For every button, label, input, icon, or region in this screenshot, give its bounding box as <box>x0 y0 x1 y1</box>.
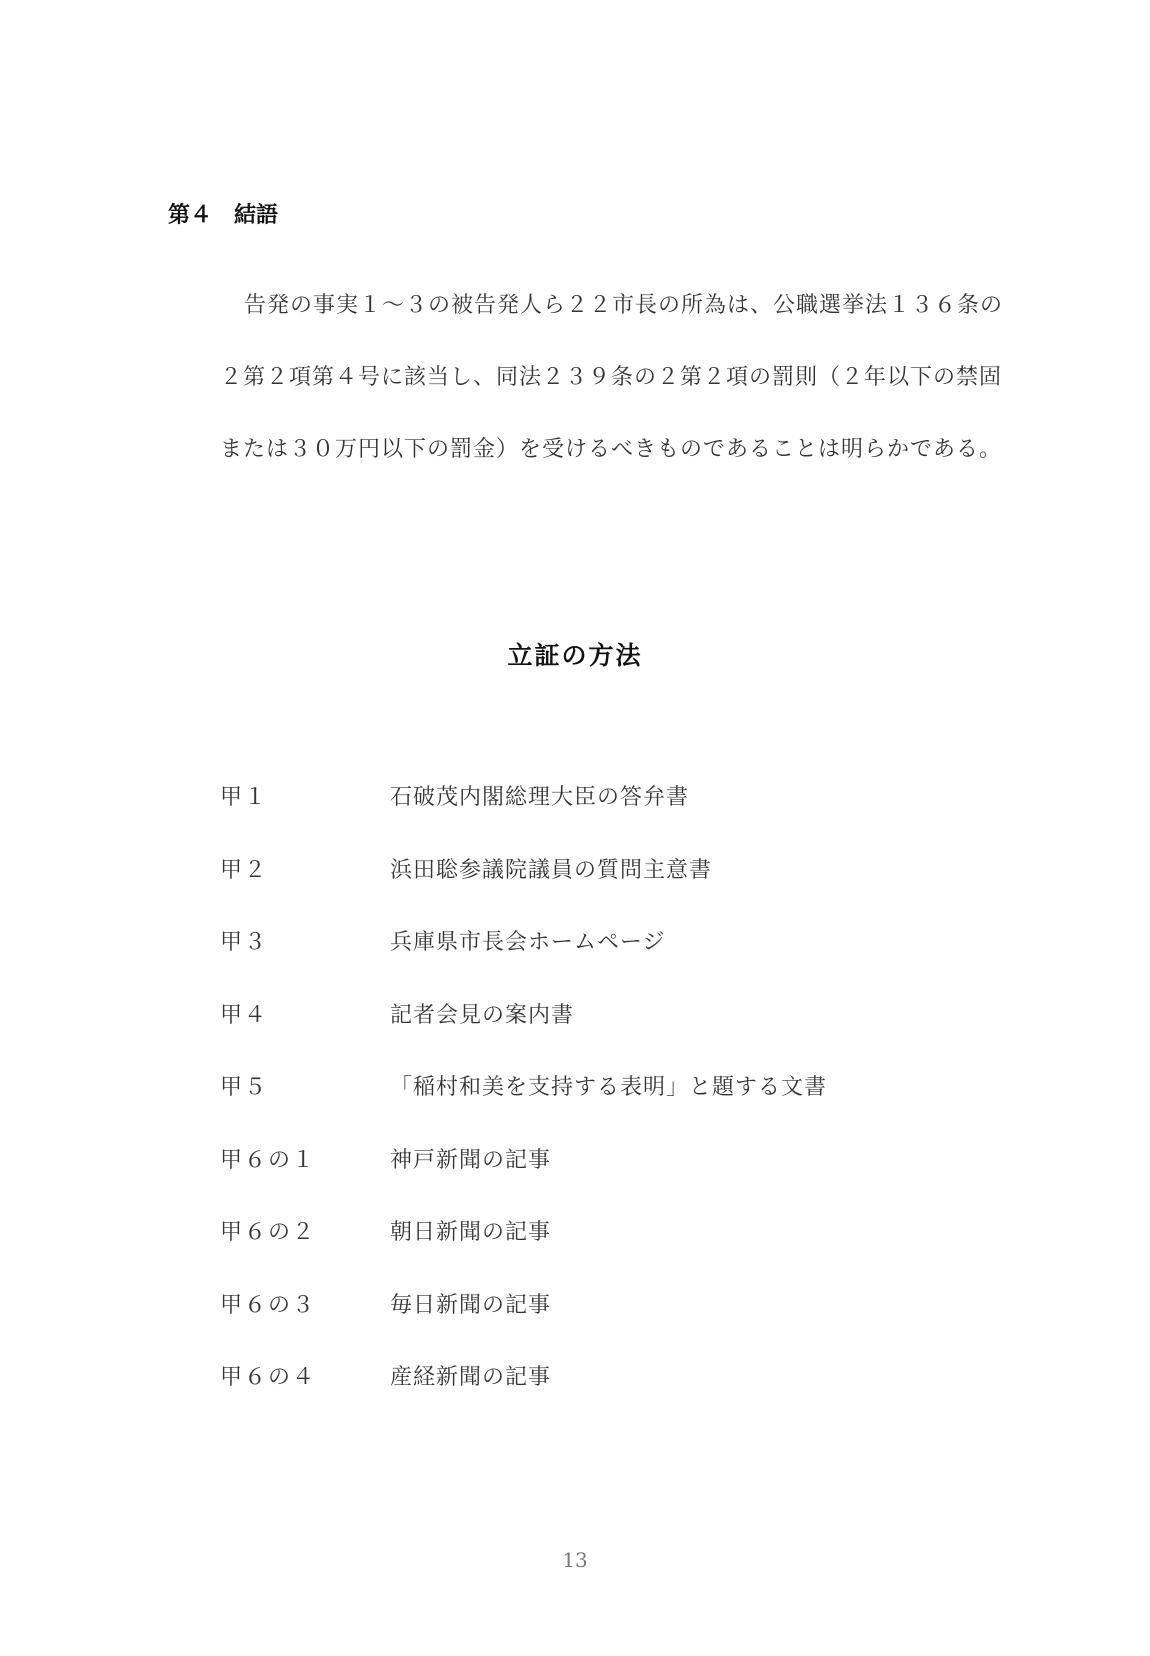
evidence-item <box>220 1143 827 1216</box>
page-number: 13 <box>562 1548 588 1572</box>
evidence-id: 甲３ <box>220 930 269 955</box>
evidence-description: 浜田聡参議院議員の質問主意書 <box>390 857 713 883</box>
evidence-id: 甲４ <box>220 1002 269 1028</box>
evidence-id: 甲６の４ <box>220 1365 317 1390</box>
evidence-description: 兵庫県市長会ホームページ <box>390 930 666 955</box>
section-heading: 第４ 結語 <box>168 203 279 228</box>
evidence-id: 甲１ <box>220 785 269 810</box>
evidence-item <box>220 1288 827 1361</box>
evidence-id: 甲６の１ <box>220 1147 317 1173</box>
evidence-description: 神戸新聞の記事 <box>390 1147 552 1173</box>
evidence-item <box>220 1360 827 1433</box>
proof-methods-title: 立証の方法 <box>507 641 643 670</box>
evidence-description: 記者会見の案内書 <box>390 1002 575 1028</box>
evidence-description: 「稲村和美を支持する表明」と題する文書 <box>390 1075 828 1100</box>
evidence-description: 石破茂内閣総理大臣の答弁書 <box>390 785 690 810</box>
evidence-item <box>220 998 827 1071</box>
evidence-id: 甲２ <box>220 857 269 883</box>
evidence-list <box>220 780 827 1433</box>
evidence-description: 朝日新聞の記事 <box>390 1220 552 1245</box>
evidence-item <box>220 925 827 998</box>
evidence-item <box>220 853 827 926</box>
evidence-description: 産経新聞の記事 <box>390 1365 552 1390</box>
evidence-id: 甲５ <box>220 1075 269 1100</box>
evidence-id: 甲６の３ <box>220 1292 317 1318</box>
evidence-id: 甲６の２ <box>220 1220 317 1245</box>
evidence-item <box>220 780 827 853</box>
evidence-description: 毎日新聞の記事 <box>390 1292 552 1318</box>
evidence-item <box>220 1070 827 1143</box>
evidence-item <box>220 1215 827 1288</box>
conclusion-paragraph: 告発の事実１〜３の被告発人ら２２市長の所為は、公職選挙法１３６条の２第２項第４号に該当し、同法２３９条の２第２項の罰則（２年以下の禁固または３０万円以下の罰金）を受けるべきものであることは明らかである。 <box>220 293 1004 462</box>
